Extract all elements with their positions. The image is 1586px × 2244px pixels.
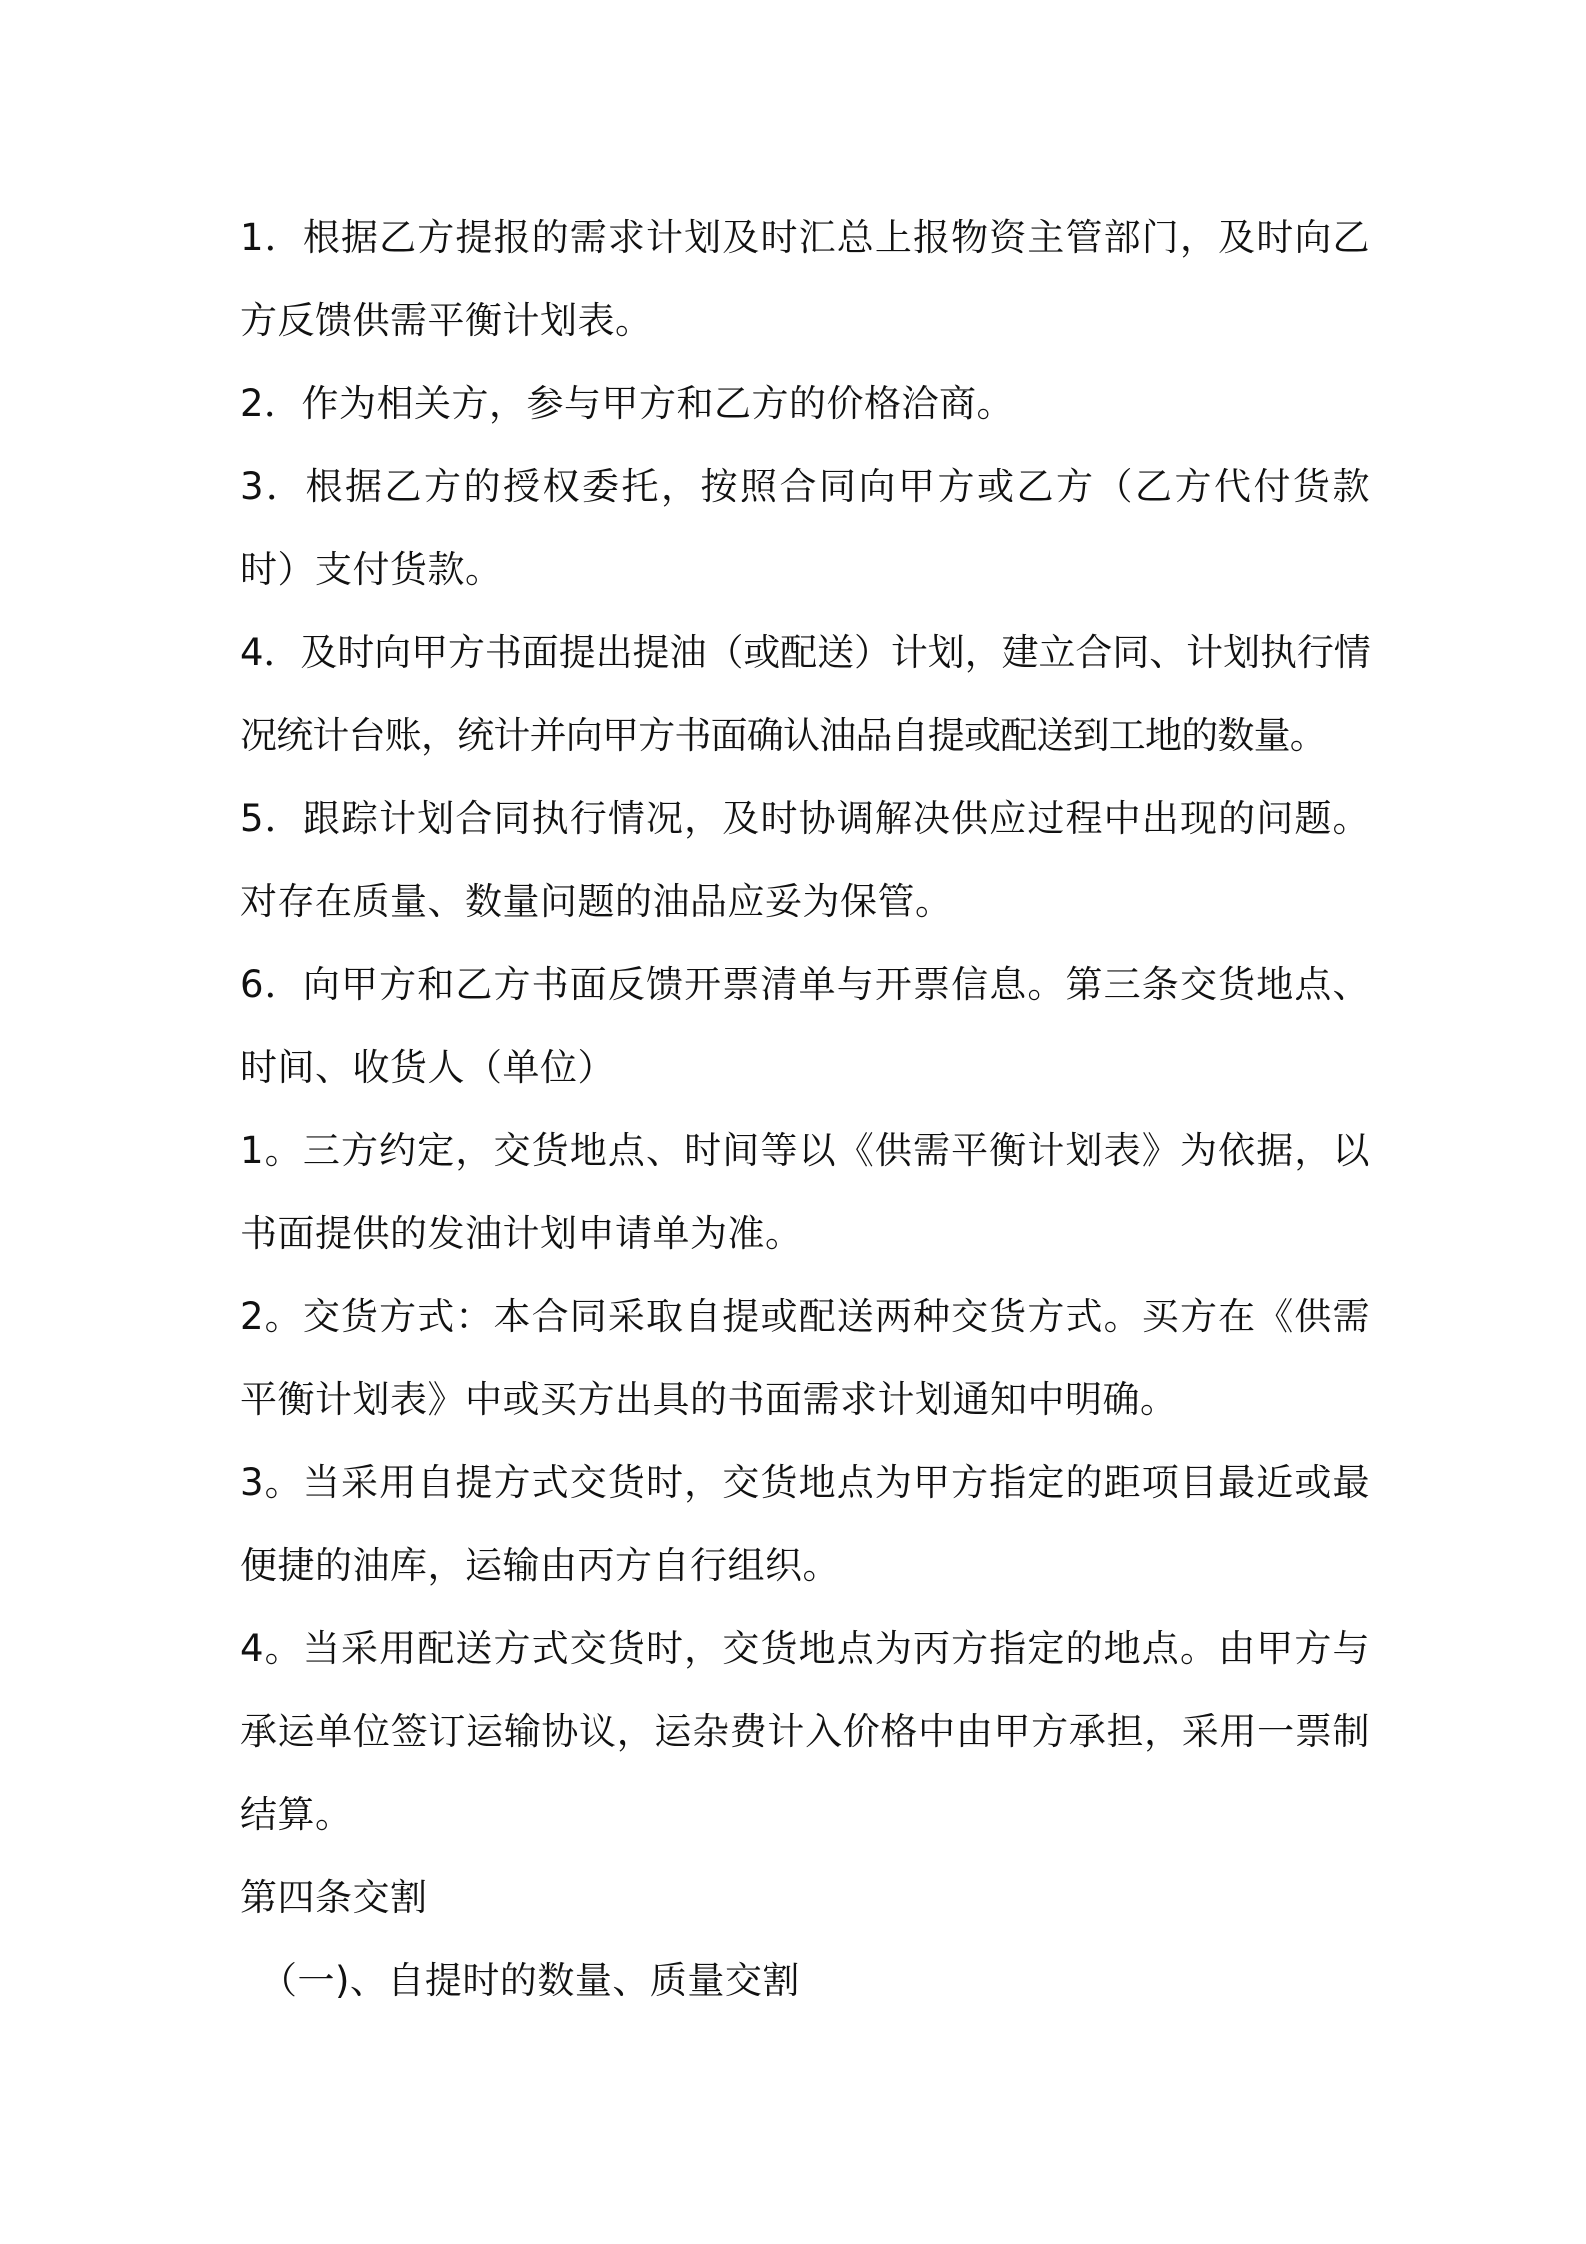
clause-paragraph-2: 2．作为相关方，参与甲方和乙方的价格洽商。 xyxy=(240,382,1015,425)
clause-paragraph-5: 5．跟踪计划合同执行情况，及时协调解决供应过程中出现的问题。对存在质量、数量问题的油品应妥为保管。 xyxy=(240,797,1370,923)
clause-paragraph-1: 1．根据乙方提报的需求计划及时汇总上报物资主管部门，及时向乙方反馈供需平衡计划表。 xyxy=(240,216,1370,342)
clause-paragraph-6: 6．向甲方和乙方书面反馈开票清单与开票信息。第三条交货地点、时间、收货人（单位） xyxy=(240,963,1370,1089)
clause-paragraph-4: 4．及时向甲方书面提出提油（或配送）计划，建立合同、计划执行情况统计台账，统计并向甲方书面确认油品自提或配送到工地的数量。 xyxy=(240,631,1370,757)
clause-paragraph-9: 3。当采用自提方式交货时，交货地点为甲方指定的距项目最近或最便捷的油库，运输由丙方自行组织。 xyxy=(240,1461,1370,1587)
document-body xyxy=(240,196,1370,2022)
clause-paragraph-3: 3．根据乙方的授权委托，按照合同向甲方或乙方（乙方代付货款时）支付货款。 xyxy=(240,465,1370,591)
section-subheading: （一)、自提时的数量、质量交割 xyxy=(260,1959,800,2002)
clause-paragraph-7: 1。三方约定，交货地点、时间等以《供需平衡计划表》为依据，以书面提供的发油计划申请单为准。 xyxy=(240,1129,1370,1255)
clause-paragraph-10: 4。当采用配送方式交货时，交货地点为丙方指定的地点。由甲方与承运单位签订运输协议，运杂费计入价格中由甲方承担，采用一票制结算。 xyxy=(240,1627,1370,1836)
clause-paragraph-8: 2。交货方式：本合同采取自提或配送两种交货方式。买方在《供需平衡计划表》中或买方出具的书面需求计划通知中明确。 xyxy=(240,1295,1370,1421)
section-heading: 第四条交割 xyxy=(240,1876,428,1919)
